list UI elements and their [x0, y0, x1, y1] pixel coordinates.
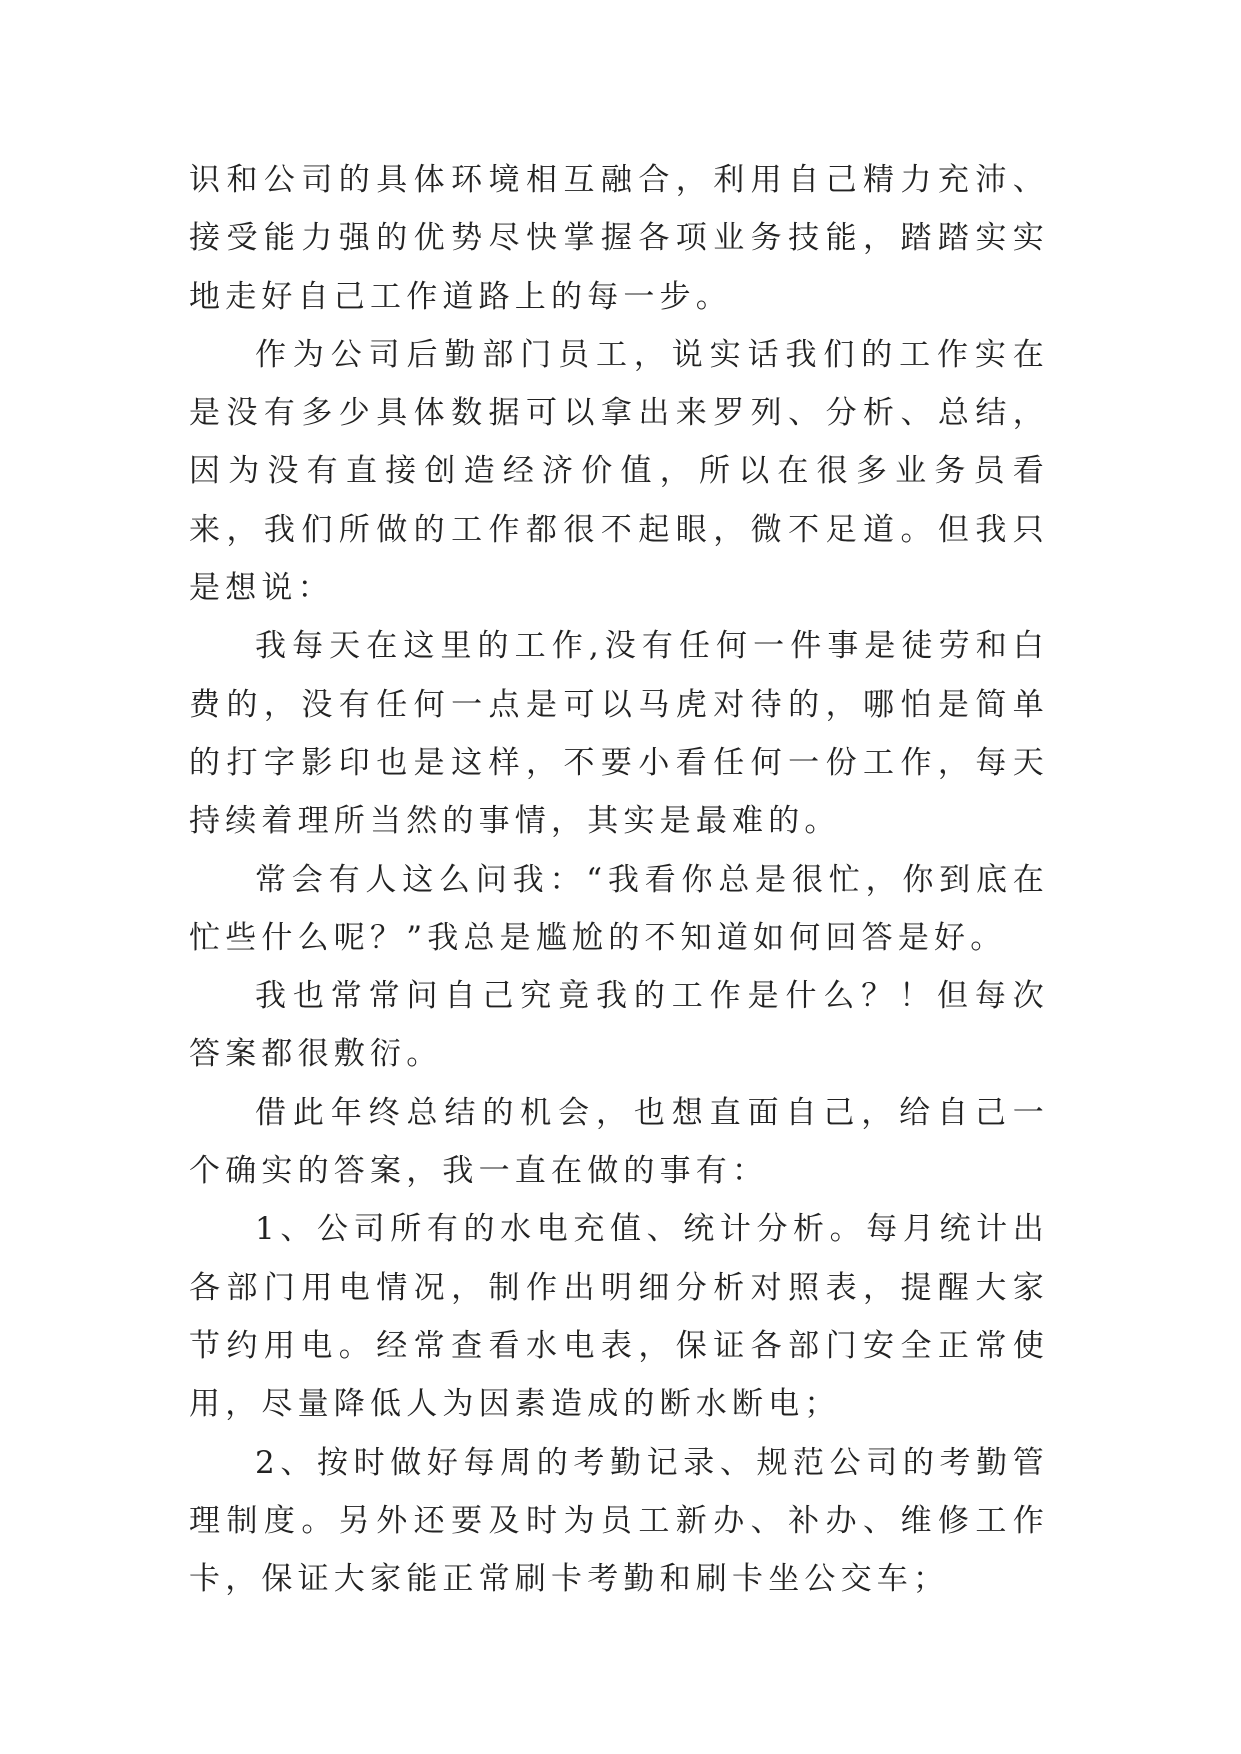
paragraph-self-question: 我也常常问自己究竟我的工作是什么？！但每次答案都很敷衍。 [189, 978, 1049, 1073]
paragraph-item-2: 2、按时做好每周的考勤记录、规范公司的考勤管理制度。另外还要及时为员工新办、补办、维修工作卡，保证大家能正常刷卡考勤和刷卡坐公交车； [189, 1444, 1049, 1598]
document-body [189, 151, 1049, 1608]
paragraph-continuation: 识和公司的具体环境相互融合，利用自己精力充沛、接受能力强的优势尽快掌握各项业务技能，踏踏实实地走好自己工作道路上的每一步。 [189, 162, 1049, 315]
paragraph-logistics-role: 作为公司后勤部门员工，说实话我们的工作实在是没有多少具体数据可以拿出来罗列、分析、总结，因为没有直接创造经济价值，所以在很多业务员看来，我们所做的工作都很不起眼，微不足道。但我只是想说： [189, 336, 1049, 607]
paragraph-year-end-summary: 借此年终总结的机会，也想直面自己，给自己一个确实的答案，我一直在做的事有： [189, 1094, 1049, 1190]
paragraph-busy-question: 常会有人这么问我：“我看你总是很忙，你到底在忙些什么呢？”我总是尴尬的不知道如何回答是好。 [189, 861, 1049, 956]
paragraph-daily-work: 我每天在这里的工作,没有任何一件事是徒劳和白费的，没有任何一点是可以马虎对待的，哪怕是简单的打字影印也是这样，不要小看任何一份工作，每天持续着理所当然的事情，其实是最难的。 [189, 628, 1049, 840]
paragraph-item-1: 1、公司所有的水电充值、统计分析。每月统计出各部门用电情况，制作出明细分析对照表，提醒大家节约用电。经常查看水电表，保证各部门安全正常使用，尽量降低人为因素造成的断水断电； [189, 1211, 1049, 1423]
